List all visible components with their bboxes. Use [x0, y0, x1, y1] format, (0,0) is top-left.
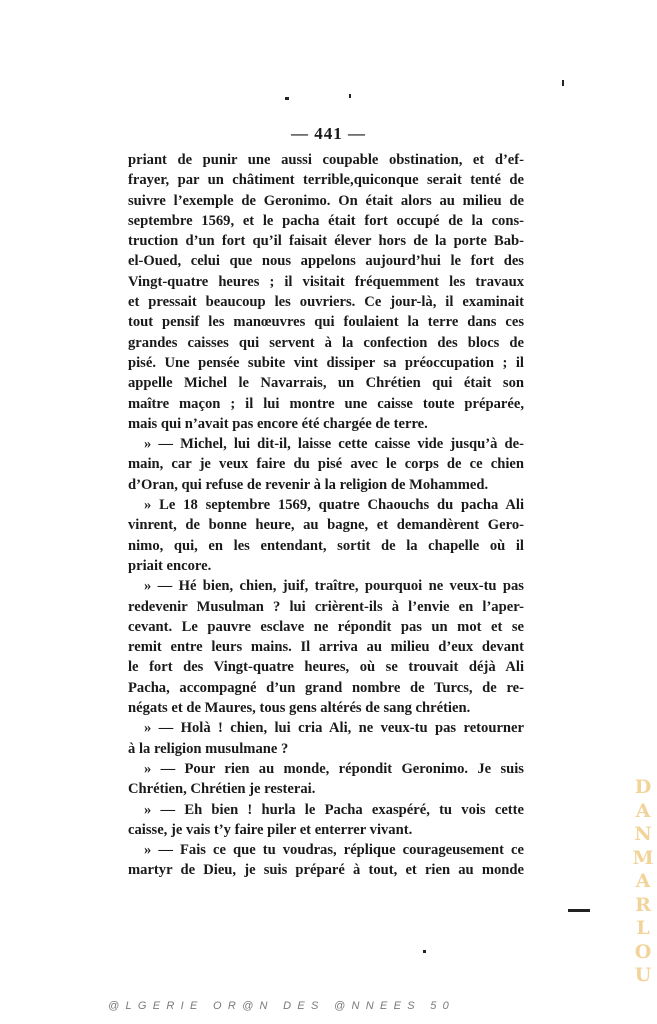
text-line: truction d’un fort qu’il faisait élever hors de la porte Bab- — [128, 233, 524, 250]
text-line: septembre 1569, et le pacha était fort occupé de la cons- — [128, 212, 524, 229]
scan-speck — [349, 94, 351, 98]
text-line: » — Holà ! chien, lui cria Ali, ne veux-tu pas retourner — [144, 720, 524, 737]
text-line: remit entre leurs mains. Il arriva au milieu d’eux devant — [128, 639, 524, 656]
text-line: appelle Michel le Navarrais, un Chrétien qui était son — [128, 375, 524, 392]
watermark-bottom: @LGERIE OR@N DES @NNEES 50 — [108, 1000, 456, 1012]
text-line: mais qui n’avait pas encore été chargée de terre. — [128, 415, 428, 432]
text-line: et pressait beaucoup les ouvriers. Ce jour-là, il examinait — [128, 294, 524, 311]
text-line: priait encore. — [128, 557, 212, 574]
text-line: » — Pour rien au monde, répondit Geronimo. Je suis — [144, 760, 524, 777]
text-line: el-Oued, celui que nous appelons aujourd’hui le fort des — [128, 253, 524, 270]
body-text — [128, 150, 524, 881]
text-line: maître maçon ; il lui montre une caisse toute préparée, — [128, 395, 524, 412]
text-line: » — Eh bien ! hurla le Pacha exaspéré, tu vois cette — [144, 801, 524, 818]
text-line: » — Michel, lui dit-il, laisse cette caisse vide jusqu’à de- — [144, 436, 524, 453]
text-line: frayer, par un châtiment terrible,quiconque serait tenté de — [128, 172, 524, 189]
text-line: pisé. Une pensée subite vint dissiper sa préoccupation ; il — [128, 354, 524, 371]
text-line: Chrétien, Chrétien je resterai. — [128, 781, 316, 798]
text-line: nimo, qui, en les entendant, sortit de la chapelle où il — [128, 537, 524, 554]
text-line: négats et de Maures, tous gens altérés de sang chrétien. — [128, 700, 471, 717]
text-line: tout pensif les manœuvres qui foulaient la terre dans ces — [128, 314, 524, 331]
page-number: — 441 — — [291, 124, 366, 143]
scan-speck — [568, 909, 590, 912]
text-line: main, car je veux faire du pisé avec le corps de ce chien — [128, 456, 524, 473]
text-line: grandes caisses qui servent à la confection des blocs de — [128, 334, 524, 351]
text-line: le fort des Vingt-quatre heures, où se trouvait déjà Ali — [128, 659, 524, 676]
text-line: suivre l’exemple de Geronimo. On était alors au milieu de — [128, 192, 524, 209]
text-line: vinrent, de bonne heure, au bagne, et demandèrent Gero- — [128, 517, 524, 534]
text-line: » — Hé bien, chien, juif, traître, pourquoi ne veux-tu pas — [144, 578, 524, 595]
watermark-vertical: DANMARLOU — [632, 776, 654, 986]
text-line: martyr de Dieu, je suis préparé à tout, et rien au monde — [128, 862, 524, 879]
scan-speck — [562, 80, 564, 86]
text-line: priant de punir une aussi coupable obstination, et d’ef- — [128, 152, 524, 168]
text-line: cevant. Le pauvre esclave ne répondit pas un mot et se — [128, 618, 524, 635]
text-line: d’Oran, qui refuse de revenir à la religion de Mohammed. — [128, 476, 489, 493]
text-line: à la religion musulmane ? — [128, 740, 289, 757]
text-line: » Le 18 septembre 1569, quatre Chaouchs du pacha Ali — [144, 497, 524, 514]
text-line: » — Fais ce que tu voudras, réplique courageusement ce — [144, 842, 524, 859]
scan-speck — [285, 97, 289, 100]
text-line: redevenir Musulman ? lui crièrent-ils à l’envie en l’aper- — [128, 598, 524, 615]
scan-speck — [423, 950, 426, 953]
text-line: Vingt-quatre heures ; il visitait fréquemment les travaux — [128, 273, 524, 290]
text-line: Pacha, accompagné d’un grand nombre de Turcs, de re- — [128, 679, 524, 696]
text-line: caisse, je vais t’y faire piler et enterrer vivant. — [128, 821, 413, 838]
